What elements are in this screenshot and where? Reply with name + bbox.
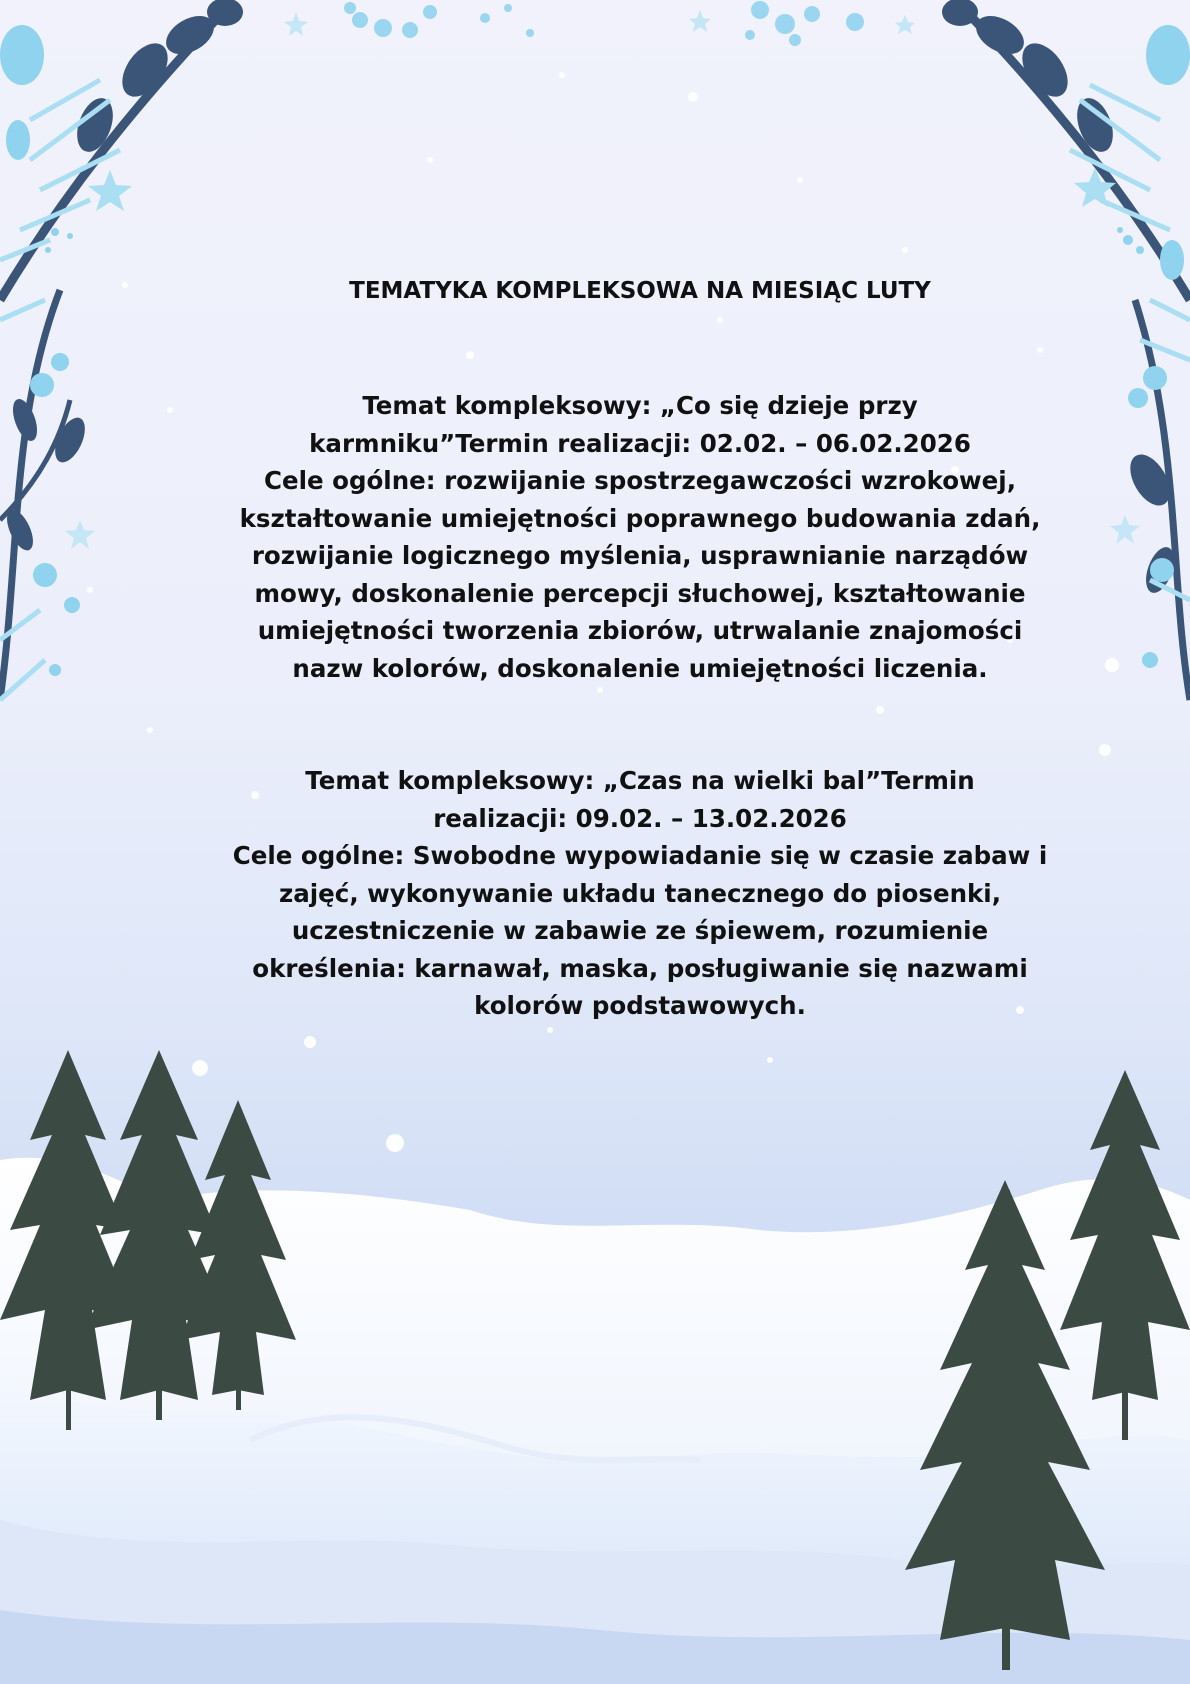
section-1-line-4: kształtowanie umiejętności poprawnego budowania zdań, — [239, 503, 1041, 533]
section-2-line-3: Cele ogólne: Swobodne wypowiadanie się w czasie zabaw i — [232, 841, 1048, 870]
section-2-line-5: uczestniczenie w zabawie ze śpiewem, rozumienie — [291, 916, 989, 945]
top-center-bubbles — [284, 1, 915, 46]
section-1-line-3: Cele ogólne: rozwijanie spostrzegawczości wzrokowej, — [263, 466, 1017, 495]
page-title: TEMATYKA KOMPLEKSOWA NA MIESIĄC LUTY — [349, 278, 931, 304]
section-2-line-7: kolorów podstawowych. — [474, 991, 806, 1020]
section-2-line-2: realizacji: 09.02. – 13.02.2026 — [433, 803, 847, 833]
theme-section-1 — [230, 387, 1050, 687]
section-2-line-1: Temat kompleksowy: „Czas na wielki bal”Termin — [305, 766, 975, 795]
top-left-foliage — [0, 0, 243, 700]
trees-left — [0, 1050, 296, 1430]
section-1-line-8: nazw kolorów, doskonalenie umiejętności liczenia. — [292, 653, 988, 683]
section-1-line-7: umiejętności tworzenia zbiorów, utrwalanie znajomości — [257, 616, 1023, 645]
section-1-line-6: mowy, doskonalenie percepcji słuchowej, kształtowanie — [254, 578, 1026, 608]
theme-section-2 — [230, 762, 1050, 1025]
section-2-line-4: zajęć, wykonywanie układu tanecznego do piosenki, — [278, 878, 1002, 908]
section-1-line-2: karmniku”Termin realizacji: 02.02. – 06.02.2026 — [309, 428, 971, 458]
section-2-line-6: określenia: karnawał, maska, posługiwanie się nazwami — [252, 953, 1028, 983]
section-1-line-1: Temat kompleksowy: „Co się dzieje przy — [362, 391, 918, 420]
section-1-line-5: rozwijanie logicznego myślenia, usprawnianie narządów — [251, 541, 1029, 570]
